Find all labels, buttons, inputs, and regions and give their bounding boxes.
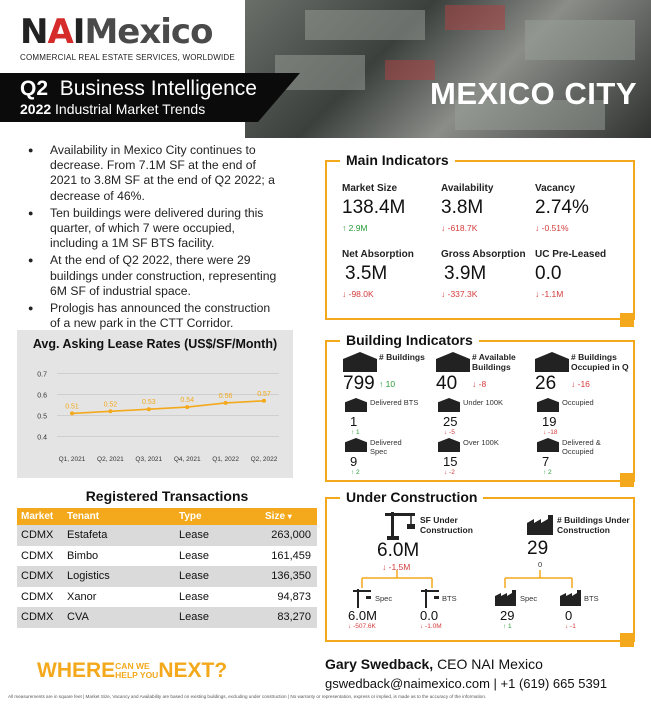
bldg-uc-value: 29 [527,538,549,559]
table-cell: 263,000 [261,525,317,546]
building-change: ↑ 10 [379,379,396,389]
lease-rate-chart [17,355,293,475]
x-tick-label: Q1, 2021 [58,456,86,463]
data-label: 0.57 [257,390,271,398]
x-tick-label: Q1, 2022 [212,456,239,463]
contact-name: Gary Swedback, CEO NAI Mexico [325,656,543,672]
table-cell: 94,873 [277,590,311,603]
summary-bullets [28,143,278,331]
bullet: ● At the end of Q2 2022, there were 29 buildings under construction, representing 6M SF of industrial space. [28,253,278,299]
bts-b-label: BTS [584,594,599,603]
bts-sf-value: 0.0 [420,608,439,623]
x-tick-label: Q2, 2022 [250,456,278,463]
tagline: COMMERCIAL REAL ESTATE SERVICES, WORLDWIDE [20,53,235,62]
header-photo [245,0,651,138]
contact-details[interactable]: gswedback@naimexico.com | +1 (619) 665 5391 [325,676,608,691]
spec-b-change: ↑ 1 [503,623,512,630]
y-tick-label: 0.6 [37,392,47,400]
crane-small-icon [420,588,440,608]
spec-sf-value: 6.0M [348,608,377,623]
building-label: # Buildings [379,352,425,362]
indicator-label: Gross Absorption [441,249,526,260]
building-sub-label: Delivered Spec [370,438,402,456]
building-sub-value: 15 [443,454,458,469]
col-type[interactable]: Type [175,508,261,525]
y-tick-label: 0.5 [37,413,47,421]
indicator-value: 3.5M [345,263,388,284]
indicator-change: ↓ -337.3K [441,289,478,299]
uc-tree-lines [350,570,620,592]
building-sub-change: ↓ -5 [444,429,455,436]
building-sub-change: ↓ -2 [444,469,455,476]
indicator-label: Market Size [342,183,398,194]
indicator-change: ↓ -0.51% [535,223,569,233]
indicator-value: 2.74% [535,197,589,218]
indicator-value: 3.8M [441,197,484,218]
bts-b-change: ↓ -1 [565,623,576,630]
building-change: ↓ -8 [472,379,487,389]
x-tick-label: Q2, 2021 [97,456,124,463]
sf-uc-change: ↓ -1.5M [382,562,411,572]
data-point [70,411,74,415]
data-point [185,405,189,409]
series-line [72,401,264,414]
transactions-title: Registered Transactions [85,488,249,504]
cta-slogan: WHERE CAN WE HELP YOU NEXT? [37,659,228,682]
spec-sf-label: Spec [375,594,393,603]
building-sub-label: Delivered & Occupied [562,438,601,456]
report-subtitle: 2022 Industrial Market Trends [20,101,206,117]
building-change: ↓ -16 [571,379,590,389]
city-name: MEXICO CITY [430,76,638,111]
indicator-label: Availability [441,183,494,194]
table-cell: 83,270 [261,607,317,628]
data-label: 0.53 [141,399,156,407]
bullet: ● Availability in Mexico City continues to decrease. From 7.1M SF at the end of 2021 to 3.8M SF at the end of Q2 2022; a decrease of 46%. [28,143,278,204]
main-indicators-title: Main Indicators [340,152,455,168]
bldg-uc-label: # Buildings Under Construction [557,515,630,535]
building-sub-label: Under 100K [463,398,504,407]
indicator-label: Vacancy [535,183,576,194]
building-sub-value: 7 [542,454,550,469]
indicator-label: Net Absorption [342,249,414,260]
crane-icon [383,510,417,540]
under-construction-title: Under Construction [340,489,483,505]
table-cell: CDMX [21,549,54,562]
table-cell: Xanor [67,590,97,603]
bullet: ● Ten buildings were delivered during this quarter, of which 7 were occupied, including a 1M SF BTS facility. [28,206,278,252]
building-sub-change: ↑ 2 [351,469,360,476]
table-cell: 136,350 [261,566,317,587]
disclaimer: All measurements are in square feet | Market Size, Vacancy and Availability are based on existing buildings, excluding under construction | No warranty or representation, express or implied, is made as to the accuracy of the information. [8,694,487,699]
crane-small-icon [352,588,372,608]
factory-small-icon [495,590,517,606]
building-sub-value: 1 [350,414,358,429]
spec-b-label: Spec [520,594,538,603]
indicator-change: ↓ -1.1M [535,289,564,299]
col-tenant[interactable]: Tenant [63,508,175,525]
sf-uc-value: 6.0M [377,540,420,561]
x-tick-label: Q3, 2021 [135,456,163,463]
col-size[interactable]: Size ▾ [261,508,317,525]
building-sub-label: Occupied [562,398,594,407]
indicator-change: ↓ -98.0K [342,289,374,299]
building-sub-value: 19 [542,414,557,429]
x-tick-label: Q4, 2021 [173,456,201,463]
data-label: 0.54 [180,397,195,405]
table-row[interactable] [17,546,317,567]
building-label: # Available Buildings [472,352,516,372]
building-sub-change: ↑ 2 [543,469,552,476]
building-sub-change: ↑ 1 [351,429,360,436]
factory-small-icon [560,590,582,606]
bldg-uc-change: 0 [538,560,543,569]
panel-corner [620,633,634,647]
table-cell: Bimbo [67,549,99,562]
chart-title: Avg. Asking Lease Rates (US$/SF/Month) [32,337,278,351]
bts-sf-label: BTS [442,594,457,603]
table-cell: Lease [179,549,209,562]
building-sub-value: 9 [350,454,358,469]
data-label: 0.52 [103,401,118,409]
indicator-value: 0.0 [535,263,562,284]
table-cell: Estafeta [63,525,175,546]
table-row[interactable] [17,566,317,587]
indicator-change: ↓ -618.7K [441,223,478,233]
table-cell: CDMX [17,566,63,587]
data-point [108,409,112,413]
building-indicators-title: Building Indicators [340,332,479,348]
bts-sf-change: ↓ -1.0M [420,623,442,630]
data-point [262,399,266,403]
indicator-change: ↑ 2.9M [342,223,368,233]
table-header-row [17,508,317,525]
data-label: 0.56 [218,392,233,400]
col-market[interactable]: Market [17,508,63,525]
building-value: 799 [343,373,375,394]
table-row[interactable] [17,607,317,628]
building-sub-change: ↓ -18 [543,429,558,436]
table-cell: CDMX [21,590,54,603]
table-cell: 161,459 [271,549,311,562]
data-point [147,407,151,411]
data-point [224,401,228,405]
table-cell: Logistics [63,566,175,587]
transactions-table [17,508,317,628]
table-cell: CDMX [17,607,63,628]
y-tick-label: 0.4 [37,434,47,442]
building-sub-value: 25 [443,414,458,429]
bullet: ● Prologis has announced the construction of a new park in the CTT Corridor. [28,301,278,331]
table-cell: Lease [179,590,209,603]
panel-corner [620,313,634,327]
building-label: # Buildings Occupied in Q [571,352,629,372]
y-tick-label: 0.7 [37,371,47,379]
report-title: Q2 Business Intelligence [20,77,257,100]
nai-logo: NAIMexico [20,12,213,52]
table-cell: Lease [175,607,261,628]
indicator-value: 3.9M [444,263,487,284]
data-label: 0.51 [65,403,79,411]
table-row[interactable] [17,525,317,546]
building-value: 26 [535,373,557,394]
building-value: 40 [436,373,458,394]
building-sub-label: Delivered BTS [370,398,419,407]
factory-icon [527,515,555,535]
table-cell: Lease [175,566,261,587]
indicator-label: UC Pre-Leased [535,249,607,260]
panel-corner [620,473,634,487]
building-sub-label: Over 100K [463,438,499,447]
spec-b-value: 29 [500,608,515,623]
table-row[interactable] [17,587,317,608]
spec-sf-change: ↓ -507.6K [348,623,376,630]
sort-icon[interactable]: ▾ [287,512,292,521]
indicator-value: 138.4M [342,197,406,218]
bts-b-value: 0 [565,608,573,623]
table-cell: CDMX [17,525,63,546]
table-cell: Lease [175,525,261,546]
sf-uc-label: SF Under Construction [420,515,473,535]
table-cell: CVA [63,607,175,628]
